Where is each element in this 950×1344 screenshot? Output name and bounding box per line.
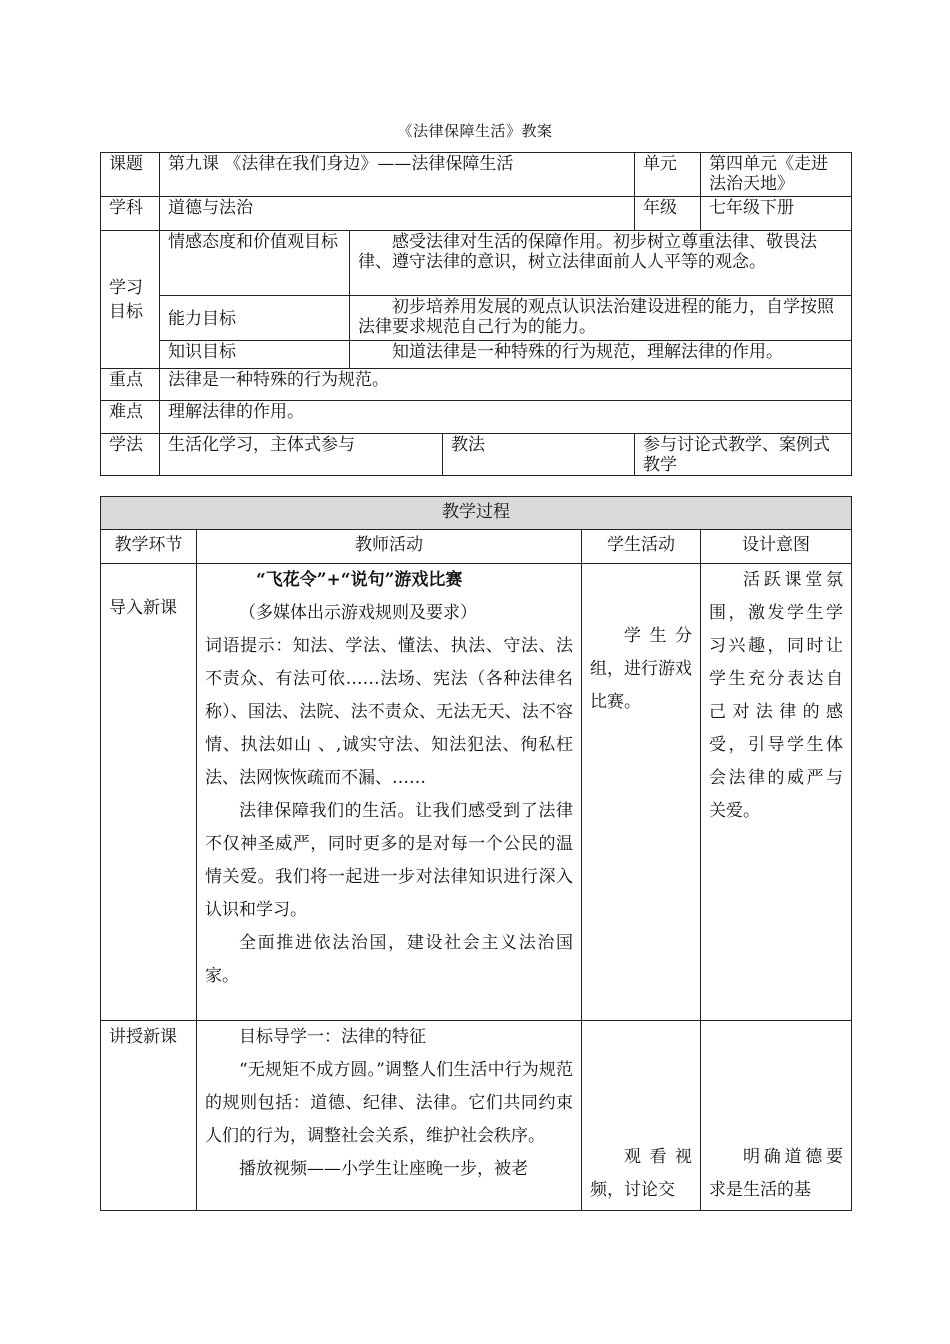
process-header: 教学过程 [101,497,852,530]
new-para-2: 播放视频——小学生让座晚一步，被老 [239,1159,528,1179]
key-point-label: 重点 [101,369,160,401]
grade-value: 七年级下册 [701,197,852,231]
col-header-teacher: 教师活动 [197,530,582,564]
teaching-process-table [100,496,852,1211]
difficult-point-value: 理解法律的作用。 [160,401,852,434]
teacher-activity-new [197,1021,582,1211]
intro-para-3: 全面推进依法治国，建设社会主义法治国家。 [205,933,573,986]
study-method-label: 学法 [101,434,160,476]
teach-method-label: 教法 [443,434,635,476]
intro-para-2: 法律保障我们的生活。让我们感受到了法律不仅神圣威严，同时更多的是对每一个公民的温情关爱。我们将一起进一步对法律知识进行深入认识和学习。 [205,801,573,920]
stage-new-lesson: 讲授新课 [101,1021,197,1211]
lesson-info-table [100,152,852,476]
document-title: 《法律保障生活》教案 [397,122,553,140]
intro-heading: “飞花令”+“说句”游戏比赛 [256,570,463,590]
grade-label: 年级 [635,197,701,231]
goal-ability-label: 能力目标 [160,296,350,341]
new-para-1: “无规矩不成方圆。”调整人们生活中行为规范的规则包括：道德、纪律、法律。它们共同约束人们的行为，调整社会关系，维护社会秩序。 [205,1060,573,1146]
intro-para-1: 词语提示：知法、学法、懂法、执法、守法、法不责众、有法可依……法场、宪法（各种法律名称）、国法、法院、法不责众、无法无天、法不容情、执法如山 、,诚实守法、知法犯法、徇私枉法、法网恢恢疏而不漏、…… [205,636,573,788]
study-method-value: 生活化学习，主体式参与 [160,434,443,476]
subject-label: 学科 [101,197,160,231]
student-activity-new: 观看视频，讨论交 [582,1021,701,1211]
goal-emotion-label: 情感态度和价值观目标 [160,231,350,296]
course-value: 第九课 《法律在我们身边》——法律保障生活 [160,153,635,197]
goal-knowledge-text: 知道法律是一种特殊的行为规范，理解法律的作用。 [350,341,852,369]
design-intent-intro: 活跃课堂氛围，激发学生学习兴趣，同时让学生充分表达自己对法律的感受，引导学生体会法律的威严与关爱。 [701,564,852,1021]
goal-emotion-text: 感受法律对生活的保障作用。初步树立尊重法律、敬畏法律、遵守法律的意识，树立法律面前人人平等的观念。 [350,231,852,296]
goal-ability-text: 初步培养用发展的观点认识法治建设进程的能力，自学按照法律要求规范自己行为的能力。 [350,296,852,341]
unit-label: 单元 [635,153,701,197]
new-goal: 目标导学一：法律的特征 [239,1027,426,1047]
col-header-student: 学生活动 [582,530,701,564]
course-label: 课题 [101,153,160,197]
col-header-stage: 教学环节 [101,530,197,564]
student-activity-intro: 学生分组，进行游戏比赛。 [582,564,701,1021]
design-intent-new: 明确道德要求是生活的基 [701,1021,852,1211]
subject-value: 道德与法治 [160,197,635,231]
goals-label: 学习目标 [101,231,160,369]
key-point-value: 法律是一种特殊的行为规范。 [160,369,852,401]
teach-method-value: 参与讨论式教学、案例式教学 [635,434,852,476]
difficult-point-label: 难点 [101,401,160,434]
teacher-activity-intro [197,564,582,1021]
unit-value: 第四单元《走进法治天地》 [701,153,852,197]
goal-knowledge-label: 知识目标 [160,341,350,369]
intro-sub: （多媒体出示游戏规则及要求） [239,603,477,623]
col-header-intent: 设计意图 [701,530,852,564]
stage-intro: 导入新课 [101,564,197,1021]
